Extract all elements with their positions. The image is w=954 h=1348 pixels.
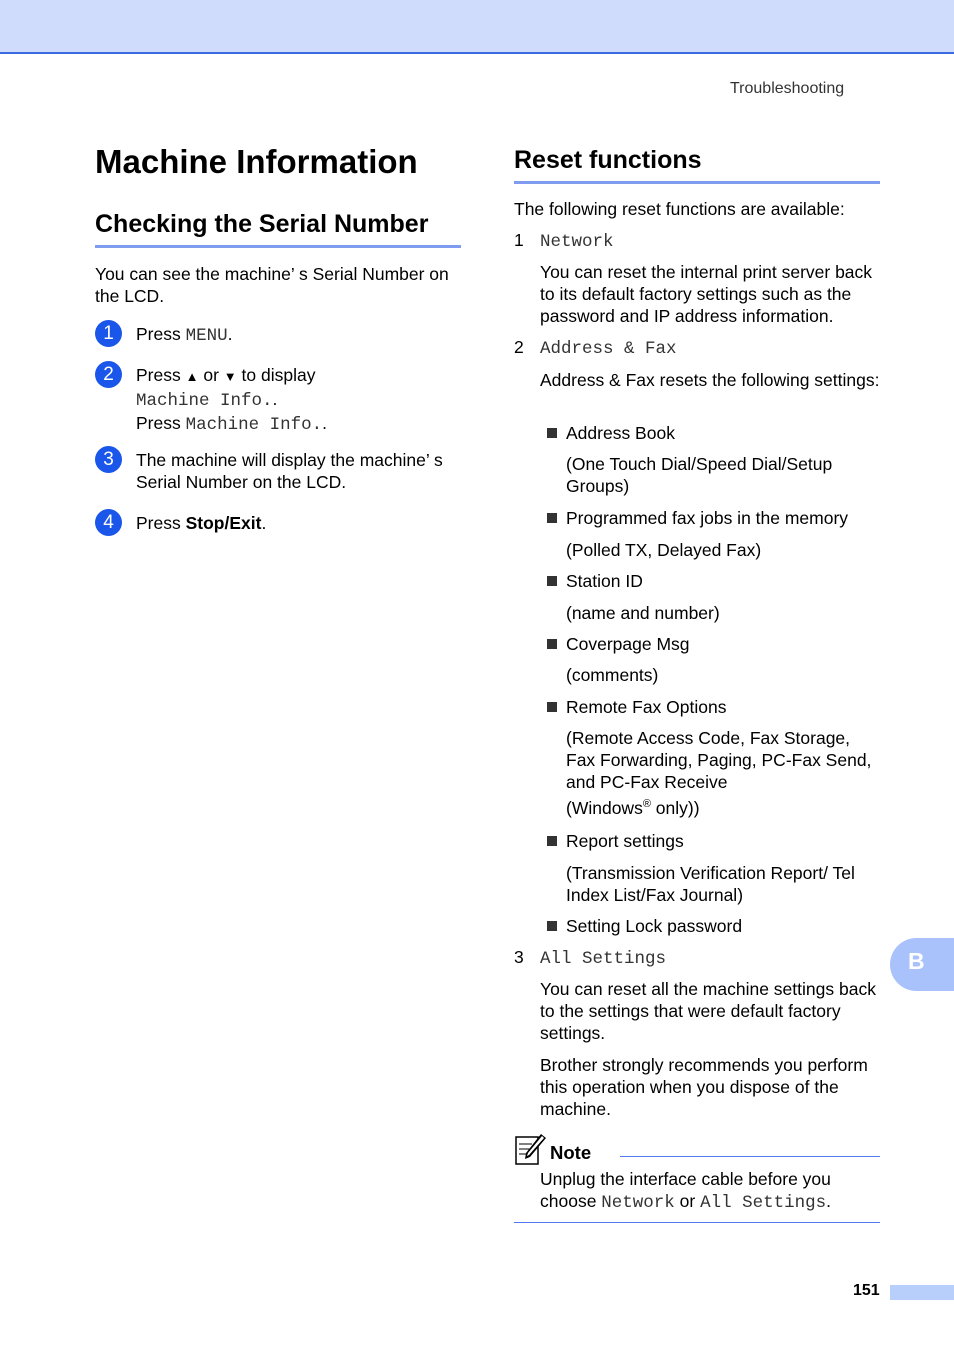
item-label: Address & Fax (540, 339, 677, 359)
menu-key: MENU (185, 326, 228, 346)
step-text: Press ▲ or ▼ to display Machine Info.. Press Machine Info.. (136, 365, 328, 435)
option-all-settings: All Settings (700, 1193, 827, 1213)
item-description: You can reset all the machine settings back to the settings that were default factory settings. (540, 979, 876, 1043)
option-network: Network (601, 1193, 675, 1213)
item-description: You can reset the internal print server back to its default factory settings such as the password and IP address information. (540, 262, 873, 326)
page-number-bar (890, 1285, 954, 1300)
step-text: Press MENU. (136, 324, 233, 346)
section-title-reset: Reset functions (514, 146, 880, 184)
item-recommendation: Brother strongly recommends you perform this operation when you dispose of the machine. (540, 1055, 868, 1119)
running-head: Troubleshooting (730, 80, 845, 97)
bullet-detail: (comments) (566, 665, 659, 685)
bullet-square-icon (547, 428, 557, 438)
lcd-option: Machine Info. (185, 415, 323, 435)
section-title-serial: Checking the Serial Number (95, 210, 461, 248)
bullet-square-icon (547, 576, 557, 586)
bullet-square-icon (547, 513, 557, 523)
key-label: Stop/Exit (185, 513, 262, 533)
bullet-detail: (name and number) (566, 603, 720, 623)
top-banner (0, 0, 954, 54)
step-text: The machine will display the machine’ s Serial Number on the LCD. (136, 450, 443, 492)
note-title: Note (550, 1142, 592, 1163)
bullet-detail: (Polled TX, Delayed Fax) (566, 540, 762, 560)
step-number-icon: 4 (95, 509, 122, 536)
page-title: Machine Information (95, 143, 418, 180)
item-number: 1 (514, 230, 524, 250)
item-label: Network (540, 232, 614, 252)
bullet-detail: (Transmission Verification Report/ Tel Index List/Fax Journal) (566, 863, 855, 905)
note-pencil-icon (514, 1132, 548, 1166)
bullet-square-icon (547, 836, 557, 846)
up-arrow-icon: ▲ (185, 369, 199, 384)
bullet-square-icon (547, 639, 557, 649)
note-divider (514, 1222, 880, 1223)
step-number-icon: 1 (95, 320, 122, 347)
bullet-detail: (One Touch Dial/Speed Dial/Setup Groups) (566, 454, 833, 496)
item-number: 3 (514, 947, 524, 967)
note-text: Unplug the interface cable before you choose Network or All Settings. (540, 1169, 832, 1213)
bullet-detail: (Remote Access Code, Fax Storage, Fax Forwarding, Paging, PC-Fax Send, and PC-Fax Receive (Windows® only)) (566, 728, 872, 818)
chapter-tab: B (890, 938, 954, 991)
item-number: 2 (514, 337, 524, 357)
bullet-square-icon (547, 702, 557, 712)
reset-intro: The following reset functions are available: (514, 199, 845, 219)
item-description: Address & Fax resets the following settings: (540, 370, 880, 390)
step-number-icon: 2 (95, 361, 122, 388)
step-number-icon: 3 (95, 446, 122, 473)
lcd-option: Machine Info. (136, 391, 273, 411)
bullet-square-icon (547, 921, 557, 931)
step-text: Press Stop/Exit. (136, 513, 267, 533)
page-number: 151 (853, 1282, 880, 1299)
item-label: All Settings (540, 949, 667, 969)
note-divider (620, 1156, 880, 1157)
intro-paragraph: You can see the machine’ s Serial Number on the LCD. (95, 264, 449, 306)
down-arrow-icon: ▼ (223, 369, 237, 384)
